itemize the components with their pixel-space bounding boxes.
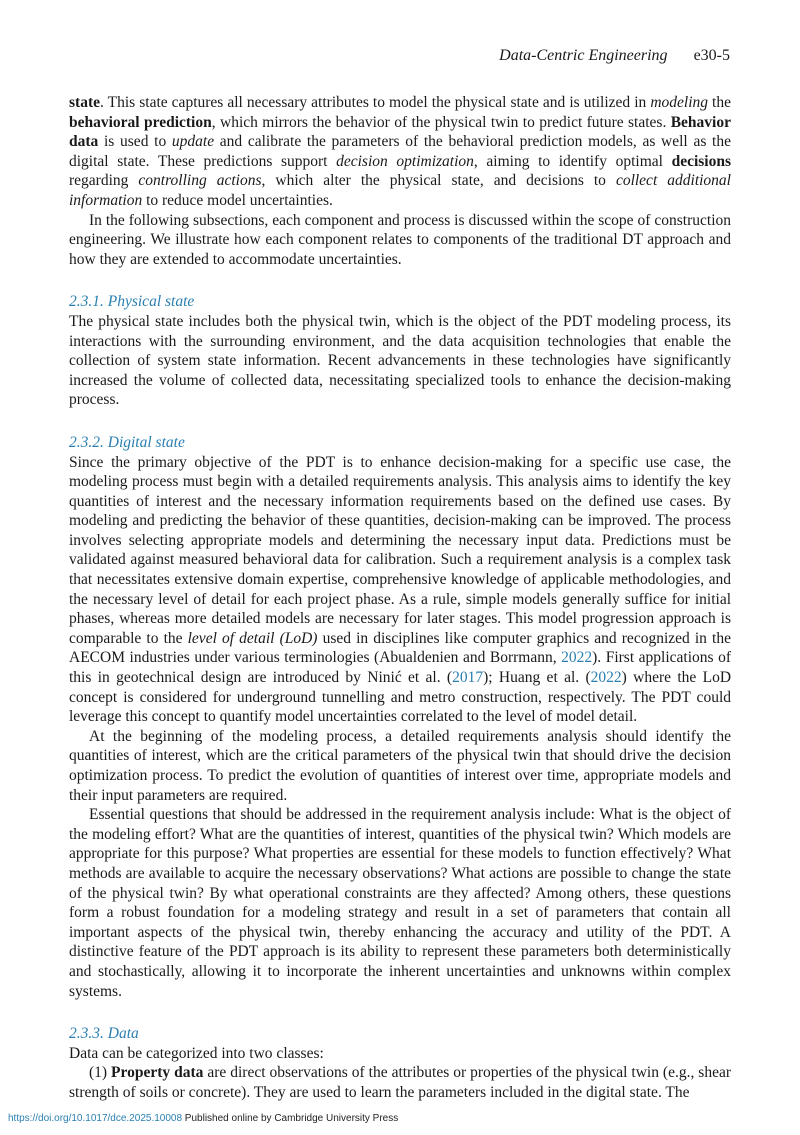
term-level-of-detail: level of detail (LoD) [187,629,318,647]
journal-name: Data-Centric Engineering [499,47,668,64]
section-heading-digital-state: 2.3.2. Digital state [69,433,185,451]
term-modeling: modeling [650,94,709,111]
data-paragraph-2 [69,1063,731,1102]
text-run: (1) [89,1064,112,1082]
data-paragraph-1: Data can be categorized into two classes: [69,1044,324,1062]
publisher-note: Published online by Cambridge University Press [182,1113,399,1124]
citation-link-huang-2022[interactable]: 2022 [590,669,622,687]
term-decision-optimization: decision optimization [336,152,474,170]
intro-paragraph-1 [69,93,731,211]
text-run: and calibrate the parameters of the behavioral prediction models, as well as the digital state. These predictions support [69,133,731,170]
section-heading-physical-state: 2.3.1. Physical state [69,293,195,311]
term-update: update [171,133,215,151]
section-heading-data: 2.3.3. Data [69,1025,139,1043]
text-run: . This state captures all necessary attributes to model the physical state and is utilized in [100,94,651,111]
term-property-data: Property data [111,1064,204,1082]
text-run: ) where the LoD concept is considered for underground tunnelling and metro construction, respectively. The PDT could leverage this concept to quantify model uncertainties correlated to the level of model detail. [69,669,732,726]
text-run: are direct observations of the attributes or properties of the physical twin (e.g., shear strength of soils or concrete). They are used to learn the parameters included in the digital state. The [69,1064,731,1101]
text-run: the [708,94,731,111]
physical-state-paragraph: The physical state includes both the physical twin, which is the object of the PDT modeling process, its interactions with the surrounding environment, and the data acquisition technologies that enable the collection of system state information. Recent advancements in these technologies have significantly increased the volume of collected data, necessitating specialized tools to enhance the decision-making process. [69,312,731,409]
text-run: used in disciplines like computer graphics and recognized in the AECOM industries under various terminologies (Abualdenien and Borrmann, [69,629,731,667]
term-behavioral-prediction: behavioral prediction [69,113,212,131]
intro-paragraph-2: In the following subsections, each component and process is discussed within the scope of construction engineering. We illustrate how each component relates to components of the traditional DT approach and how they are extended to accommodate uncertainties. [69,211,731,268]
text-run: , which alter the physical state, and decisions to [261,172,616,190]
text-run: ). First applications of this in geotechnical design are introduced by Ninić et al. ( [69,649,731,687]
text-run: , which mirrors the behavior of the physical twin to predict future states. [211,113,671,131]
citation-link-ninic-2017[interactable]: 2017 [452,669,484,687]
term-controlling-actions: controlling actions [138,172,262,190]
citation-link-abualdenien-2022[interactable]: 2022 [561,649,593,667]
text-run: , aiming to identify optimal [473,152,672,170]
page-footer [8,1113,398,1124]
page-number: e30-5 [693,47,730,64]
digital-state-paragraph-3: Essential questions that should be addressed in the requirement analysis include: What is the object of the modeling effort? What are the quantities of interest, quantities of the physical twin? Which models are appropriate for this purpose? What properties are essential for these models to function effectively? What methods are available to acquire the necessary observations? What actions are possible to change the state of the physical twin? By what operational constraints are they affected? Among others, these questions form a robust foundation for a modeling strategy and result in a set of parameters that contain all important aspects of the physical twin, thereby enhancing the accuracy and utility of the PDT. A distinctive feature of the PDT approach is its ability to represent these parameters both deterministically and stochastically, allowing it to incorporate the inherent uncertainties and unknowns within complex systems. [69,806,731,1000]
term-collect-additional-information: collect additional information [69,172,731,209]
term-state: state [69,94,100,111]
digital-state-paragraph-2: At the beginning of the modeling process, a detailed requirements analysis should identify the quantities of interest, which are the critical parameters of the physical twin that should drive the decision optimization process. To predict the evolution of quantities of interest over time, appropriate models and their input parameters are required. [69,727,731,804]
term-behavior-data: Behavior data [69,113,731,151]
text-run: regarding [69,172,139,190]
article-body [69,93,731,1103]
text-run: is used to [98,133,172,151]
text-run: Since the primary objective of the PDT is to enhance decision-making for a specific use case, the modeling process must begin with a detailed requirements analysis. This analysis aims to identify the key quantities of interest and the necessary information requirements based on the defined use cases. By modeling and predicting the behavior of these quantities, decision-making can be improved. The process involves selecting appropriate models and determining the necessary input data. Predictions must be validated against measured behavioral data for calibration. Such a requirement analysis is a complex task that necessitates extensive domain expertise, comprehensive knowledge of applicable methodologies, and the necessary level of detail for each project phase. As a rule, simple models generally suffice for initial phases, whereas more detailed models are necessary for later stages. This model progression approach is comparable to the [69,453,731,647]
running-header [499,47,730,65]
digital-state-paragraph-1 [69,453,731,727]
doi-link[interactable]: https://doi.org/10.1017/dce.2025.10008 [8,1113,183,1124]
text-run: ); Huang et al. ( [483,669,591,687]
term-decisions: decisions [671,152,732,170]
text-run: to reduce model uncertainties. [142,191,333,209]
